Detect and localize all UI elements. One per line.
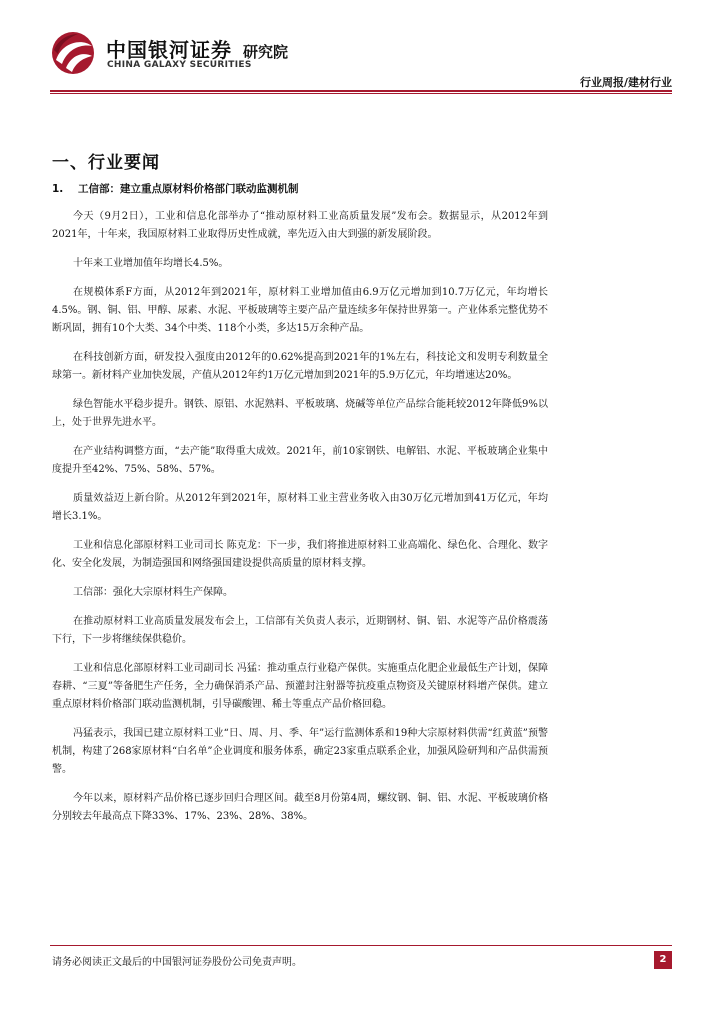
paragraph: 十年来工业增加值年均增长4.5%。 [73, 258, 229, 269]
paragraph: 今年以来，原材料产品价格已逐步回归合理区间。截至8月份第4周，螺纹钢、铜、铝、水泥、平板玻璃价格分别较去年最高点下降33%、17%、23%、28%、38%。 [52, 793, 548, 822]
brand-department: 研究院 [243, 43, 289, 61]
header-rule [50, 90, 672, 92]
paragraph: 绿色智能水平稳步提升。钢铁、原铝、水泥熟料、平板玻璃、烧碱等单位产品综合能耗较2012年降低9%以上，处于世界先进水平。 [52, 399, 548, 428]
page-number: 2 [654, 951, 672, 969]
paragraph: 在推动原材料工业高质量发展发布会上，工信部有关负责人表示，近期钢材、铜、铝、水泥等产品价格震荡下行，下一步将继续保供稳价。 [52, 616, 548, 645]
section-title: 一、行业要闻 [52, 153, 160, 173]
brand-name-en: CHINA GALAXY SECURITIES [107, 60, 252, 70]
footer-rule [50, 945, 672, 946]
report-tag: 行业周报/建材行业 [579, 76, 672, 89]
header-rule-thin [50, 93, 672, 94]
paragraph: 在科技创新方面，研发投入强度由2012年的0.62%提高到2021年的1%左右，科技论文和发明专利数量全球第一。新材料产业加快发展，产值从2012年约1万亿元增加到2021年的5.9万亿元，年均增速达20%。 [52, 352, 548, 381]
paragraph: 今天（9月2日），工业和信息化部举办了“推动原材料工业高质量发展”发布会。数据显示，从2012年到2021年，十年来，我国原材料工业取得历史性成就，率先迈入由大到强的新发展阶段。 [52, 211, 548, 240]
brand-name-cn: 中国银河证券 [106, 38, 232, 62]
subsection-text: 工信部：建立重点原材料价格部门联动监测机制 [78, 183, 299, 195]
article-body [52, 208, 548, 837]
subsection-number: 1. [52, 183, 64, 195]
paragraph: 工信部：强化大宗原材料生产保障。 [73, 587, 233, 598]
china-galaxy-logo-icon [48, 30, 98, 76]
paragraph: 工业和信息化部原材料工业司副司长 冯猛：推动重点行业稳产保供。实施重点化肥企业最低生产计划，保障春耕、“三夏”等备肥生产任务，全力确保消杀产品、预灌封注射器等抗疫重点物资及关键原材料增产保供。建立重点原材料价格部门联动监测机制，引导碳酸锂、稀土等重点产品价格回稳。 [52, 663, 548, 710]
paragraph: 在产业结构调整方面，“去产能”取得重大成效。2021年，前10家钢铁、电解铝、水泥、平板玻璃企业集中度提升至42%、75%、58%、57%。 [52, 446, 548, 475]
paragraph: 工业和信息化部原材料工业司司长 陈克龙：下一步，我们将推进原材料工业高端化、绿色化、合理化、数字化、安全化发展，为制造强国和网络强国建设提供高质量的原材料支撑。 [52, 540, 548, 569]
paragraph: 冯猛表示，我国已建立原材料工业“日、周、月、季、年”运行监测体系和19种大宗原材料供需“红黄蓝”预警机制，构建了268家原材料“白名单”企业调度和服务体系，确定23家重点联系企业，加强风险研判和产品供需预警。 [52, 728, 548, 775]
subsection-title [52, 181, 299, 196]
paragraph: 质量效益迈上新台阶。从2012年到2021年，原材料工业主营业务收入由30万亿元增加到41万亿元，年均增长3.1%。 [52, 493, 548, 522]
paragraph: 在规模体系F方面，从2012年到2021年，原材料工业增加值由6.9万亿元增加到10.7万亿元，年均增长4.5%。钢、铜、铝、甲醇、尿素、水泥、平板玻璃等主要产品产量连续多年保持世界第一。产业体系完整优势不断巩固，拥有10个大类、34个中类、118个小类，多达15万余种产品。 [52, 287, 548, 334]
disclaimer-note: 请务必阅读正文最后的中国银河证券股份公司免责声明。 [52, 957, 302, 968]
